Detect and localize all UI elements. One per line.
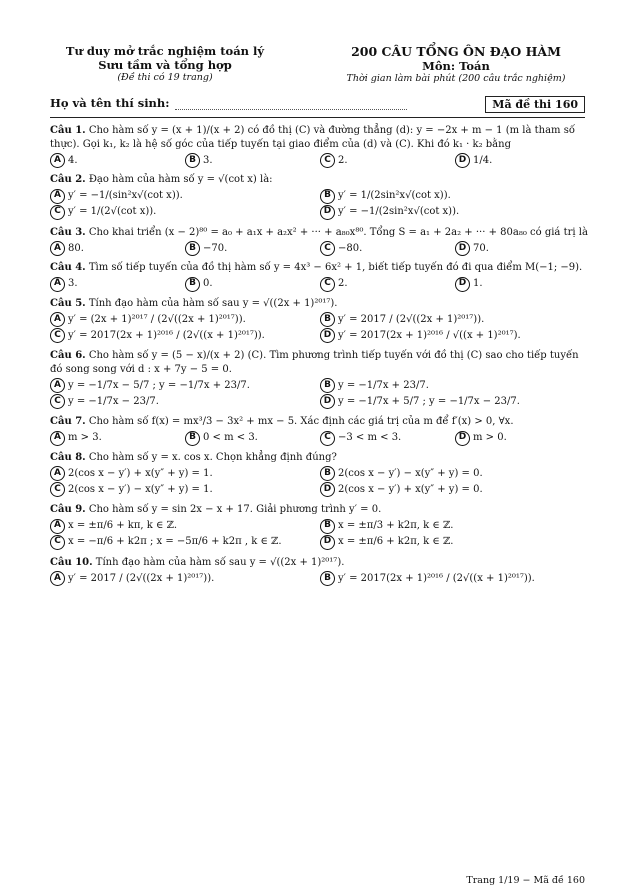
option-label: C — [50, 328, 65, 343]
answer-option[interactable] — [320, 153, 455, 168]
option-text: y′ = (2x + 1)²⁰¹⁷ / (2√((2x + 1)²⁰¹⁷)). — [68, 313, 246, 325]
option-label: D — [320, 482, 335, 497]
answer-option[interactable] — [185, 277, 320, 292]
option-label: C — [320, 153, 335, 168]
option-text: 70. — [473, 242, 489, 254]
question — [50, 415, 590, 446]
option-label: A — [50, 519, 65, 534]
option-label: D — [455, 153, 470, 168]
header-left-title: Tư duy mở trắc nghiệm toán lý — [65, 44, 265, 58]
answer-option[interactable] — [320, 328, 590, 343]
option-label: C — [50, 205, 65, 220]
answer-option[interactable] — [455, 241, 590, 256]
answer-option[interactable] — [455, 431, 590, 446]
answer-option[interactable] — [50, 312, 320, 327]
option-text: x = ±π/6 + kπ, k ∈ ℤ. — [68, 520, 178, 532]
option-label: D — [320, 205, 335, 220]
option-text: 0 < m < 3. — [203, 432, 258, 444]
answer-option[interactable] — [320, 189, 590, 204]
questions-list — [50, 124, 590, 592]
answer-option[interactable] — [50, 277, 185, 292]
option-text: −80. — [338, 242, 363, 254]
answer-option[interactable] — [320, 431, 455, 446]
answer-option[interactable] — [320, 241, 455, 256]
option-label: A — [50, 153, 65, 168]
question — [50, 173, 590, 221]
option-text: 4. — [68, 154, 78, 166]
question-number: Câu 6. — [50, 350, 86, 361]
answer-option[interactable] — [455, 153, 590, 168]
option-text: 80. — [68, 242, 84, 254]
header-right-time: Thời gian làm bài phút (200 câu trắc nghiệm) — [346, 73, 566, 84]
option-label: C — [320, 241, 335, 256]
answer-option[interactable] — [320, 312, 590, 327]
name-row — [50, 96, 585, 116]
question-number: Câu 7. — [50, 416, 86, 427]
option-text: 2. — [338, 278, 348, 290]
option-label: D — [320, 535, 335, 550]
answer-option[interactable] — [320, 535, 590, 550]
page-footer: Trang 1/19 − Mã đề 160 — [466, 875, 585, 886]
option-text: 0. — [203, 278, 213, 290]
answer-option[interactable] — [185, 241, 320, 256]
option-text: x = ±π/6 + k2π, k ∈ ℤ. — [338, 536, 454, 548]
option-label: B — [320, 189, 335, 204]
answer-option[interactable] — [320, 519, 590, 534]
option-text: y = −1/7x − 23/7. — [68, 395, 159, 407]
option-text: 2(cos x − y′) − x(y″ + y) = 1. — [68, 483, 213, 495]
answer-option[interactable] — [50, 571, 320, 586]
option-text: x = −π/6 + k2π ; x = −5π/6 + k2π , k ∈ ℤ. — [68, 536, 282, 548]
option-label: C — [50, 535, 65, 550]
question-text: Tìm số tiếp tuyến của đồ thị hàm số y = 4x³ − 6x² + 1, biết tiếp tuyến đó đi qua điểm M(−1; −9). — [88, 262, 583, 273]
answer-option[interactable] — [50, 378, 320, 393]
question-text: Đạo hàm của hàm số y = √(cot x) là: — [88, 174, 273, 185]
answer-option[interactable] — [320, 378, 590, 393]
option-text: 1/4. — [473, 154, 493, 166]
name-dotted-line — [175, 109, 407, 110]
answer-option[interactable] — [320, 482, 590, 497]
option-label: A — [50, 189, 65, 204]
option-label: B — [185, 241, 200, 256]
question-number: Câu 10. — [50, 556, 93, 568]
option-text: y = −1/7x − 5/7 ; y = −1/7x + 23/7. — [68, 379, 250, 391]
question-text: Cho hàm số f(x) = mx³/3 − 3x² + mx − 5. Xác định các giá trị của m để f′(x) > 0, ∀x. — [88, 416, 514, 427]
option-label: B — [185, 153, 200, 168]
option-text: y′ = 2017 / (2√((2x + 1)²⁰¹⁷)). — [68, 572, 215, 584]
question-number: Câu 4. — [50, 262, 86, 273]
option-label: D — [455, 241, 470, 256]
option-text: m > 0. — [473, 432, 507, 444]
option-label: B — [320, 571, 335, 586]
answer-option[interactable] — [185, 431, 320, 446]
answer-option[interactable] — [455, 277, 590, 292]
question-text: Tính đạo hàm của hàm số sau y = √((2x + 1)²⁰¹⁷). — [95, 556, 345, 568]
question — [50, 261, 590, 292]
option-text: y′ = 1/(2sin²x√(cot x)). — [338, 190, 451, 202]
option-text: m > 3. — [68, 432, 102, 444]
option-label: B — [185, 277, 200, 292]
answer-option[interactable] — [50, 189, 320, 204]
answer-option[interactable] — [185, 153, 320, 168]
answer-option[interactable] — [320, 466, 590, 481]
answer-option[interactable] — [320, 277, 455, 292]
answer-option[interactable] — [320, 571, 590, 586]
option-label: C — [320, 431, 335, 446]
question-number: Câu 3. — [50, 226, 86, 238]
option-label: D — [455, 277, 470, 292]
option-label: C — [50, 482, 65, 497]
question — [50, 349, 590, 410]
answer-option[interactable] — [50, 535, 320, 550]
question-text: Cho khai triển (x − 2)⁸⁰ = a₀ + a₁x + a₂x² + ··· + a₈₀x⁸⁰. Tổng S = a₁ + 2a₂ + ··· + 80a₈₀ có giá trị là — [88, 226, 588, 238]
option-label: D — [320, 394, 335, 409]
option-text: 1. — [473, 278, 483, 290]
question — [50, 451, 590, 499]
question — [50, 503, 590, 551]
exam-code-box: Mã đề thi 160 — [485, 96, 585, 113]
answer-option[interactable] — [50, 153, 185, 168]
option-label: A — [50, 466, 65, 481]
answer-option[interactable] — [50, 394, 320, 409]
option-text: y′ = −1/(sin²x√(cot x)). — [68, 190, 183, 202]
option-text: y′ = 1/(2√(cot x)). — [68, 206, 157, 218]
option-text: 3. — [68, 278, 78, 290]
option-text: y′ = 2017(2x + 1)²⁰¹⁶ / √((x + 1)²⁰¹⁷). — [338, 329, 521, 341]
option-label: C — [50, 394, 65, 409]
question-text: Cho hàm số y = (x + 1)/(x + 2) có đồ thị (C) và đường thẳng (d): y = −2x + m − 1 (m là tham số thực). Gọi k₁, k₂ là hệ số góc của tiếp tuyến tại giao điểm của (d) và (C). Khi đó k₁ · k₂ bằng — [50, 125, 575, 150]
option-text: y′ = 2017 / (2√((2x + 1)²⁰¹⁷)). — [338, 313, 485, 325]
option-label: A — [50, 241, 65, 256]
option-label: B — [320, 312, 335, 327]
option-label: A — [50, 571, 65, 586]
question — [50, 124, 590, 168]
question-text: Cho hàm số y = (5 − x)/(x + 2) (C). Tìm phương trình tiếp tuyến với đồ thị (C) sao cho tiếp tuyến đó song song với d : x + 7y − 5 = 0. — [50, 350, 579, 375]
question — [50, 297, 590, 345]
option-label: A — [50, 312, 65, 327]
answer-option[interactable] — [50, 431, 185, 446]
answer-option[interactable] — [50, 328, 320, 343]
option-text: 3. — [203, 154, 213, 166]
option-label: D — [455, 431, 470, 446]
answer-option[interactable] — [50, 482, 320, 497]
option-text: −70. — [203, 242, 228, 254]
question-text: Cho hàm số y = x. cos x. Chọn khẳng định đúng? — [88, 451, 337, 463]
question-text: Tính đạo hàm của hàm số sau y = √((2x + 1)²⁰¹⁷). — [88, 297, 338, 309]
question — [50, 226, 590, 257]
question-number: Câu 2. — [50, 174, 86, 185]
header-right-title: 200 CÂU TỔNG ÔN ĐẠO HÀM — [351, 44, 561, 59]
question-number: Câu 1. — [50, 125, 86, 136]
option-text: y′ = −1/(2sin²x√(cot x)). — [338, 206, 460, 218]
question-number: Câu 5. — [50, 297, 86, 309]
header-left-pages: (Đề thi có 19 trang) — [117, 72, 213, 83]
option-label: B — [320, 466, 335, 481]
header-rule — [50, 117, 585, 118]
option-label: B — [185, 431, 200, 446]
option-text: 2. — [338, 154, 348, 166]
option-text: x = ±π/3 + k2π, k ∈ ℤ. — [338, 520, 454, 532]
answer-option[interactable] — [50, 466, 320, 481]
question — [50, 556, 590, 588]
option-label: A — [50, 431, 65, 446]
option-label: B — [320, 378, 335, 393]
option-text: 2(cos x − y′) + x(y″ + y) = 1. — [68, 467, 213, 479]
option-text: 2(cos x − y′) + x(y″ + y) = 0. — [338, 483, 483, 495]
answer-option[interactable] — [50, 205, 320, 220]
option-text: y = −1/7x + 5/7 ; y = −1/7x − 23/7. — [338, 395, 520, 407]
option-label: C — [320, 277, 335, 292]
header-left-subtitle: Sưu tầm và tổng hợp — [98, 58, 232, 72]
answer-option[interactable] — [50, 519, 320, 534]
option-label: A — [50, 277, 65, 292]
question-text: Cho hàm số y = sin 2x − x + 17. Giải phương trình y′ = 0. — [88, 504, 382, 515]
option-label: B — [320, 519, 335, 534]
option-text: 2(cos x − y′) − x(y″ + y) = 0. — [338, 467, 483, 479]
answer-option[interactable] — [50, 241, 185, 256]
option-text: −3 < m < 3. — [338, 432, 402, 444]
name-label: Họ và tên thí sinh: — [50, 96, 170, 110]
option-text: y′ = 2017(2x + 1)²⁰¹⁶ / (2√((x + 1)²⁰¹⁷)). — [68, 329, 265, 341]
answer-option[interactable] — [320, 394, 590, 409]
option-text: y′ = 2017(2x + 1)²⁰¹⁶ / (2√((x + 1)²⁰¹⁷)). — [338, 572, 535, 584]
option-label: A — [50, 378, 65, 393]
question-number: Câu 8. — [50, 451, 86, 463]
answer-option[interactable] — [320, 205, 590, 220]
option-label: D — [320, 328, 335, 343]
question-number: Câu 9. — [50, 504, 86, 515]
header-right-subject: Môn: Toán — [422, 59, 490, 73]
option-text: y = −1/7x + 23/7. — [338, 379, 429, 391]
